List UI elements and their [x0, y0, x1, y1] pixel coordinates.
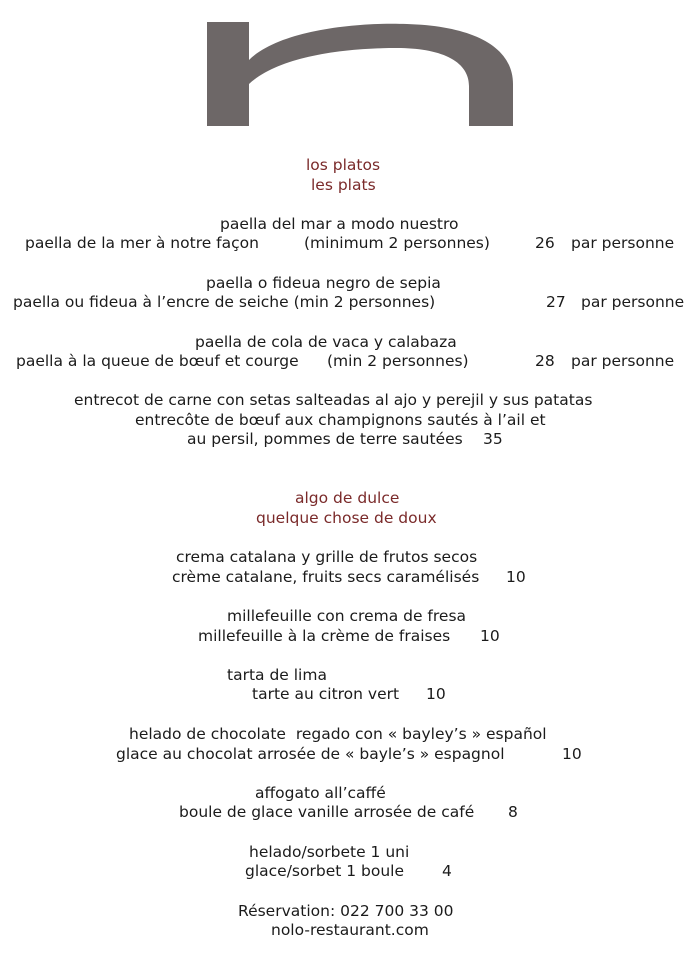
- reservation-phone: Réservation: 022 700 33 00: [238, 902, 454, 920]
- dish-name-fr: tarte au citron vert: [252, 685, 400, 703]
- menu-item-es: [0, 547, 695, 567]
- dish-name-fr: entrecôte de bœuf aux champignons sautés à l’ail et: [135, 411, 546, 429]
- dish-name-fr: paella de la mer à notre façon: [25, 234, 259, 252]
- dish-name-es: entrecot de carne con setas salteadas al ajo y perejil y sus patatas: [74, 391, 593, 409]
- heading-spanish: los platos: [306, 156, 381, 174]
- dish-price: 35: [483, 430, 503, 448]
- dish-name-fr: glace au chocolat arrosée de « bayle’s » espagnol: [116, 745, 505, 763]
- heading-french: les plats: [311, 176, 376, 194]
- menu-item-es: [0, 724, 695, 744]
- section-heading-platos: [0, 155, 695, 175]
- website-link[interactable]: nolo-restaurant.com: [271, 921, 429, 939]
- dish-note: (min 2 personnes): [327, 352, 469, 370]
- menu-item-es: [0, 332, 695, 352]
- dish-name-es: affogato all’caffé: [255, 784, 386, 802]
- menu-item-fr: [0, 626, 695, 646]
- dish-price: 10: [506, 568, 526, 586]
- menu-item-es: [0, 606, 695, 626]
- dish-name-fr: paella à la queue de bœuf et courge: [16, 352, 299, 370]
- menu-item-es: [0, 783, 695, 803]
- dish-name-fr: paella ou fideua à l’encre de seiche (min 2 personnes): [13, 293, 436, 311]
- dish-name-es: tarta de lima: [227, 666, 327, 684]
- menu-item-es: [0, 214, 695, 234]
- menu-item-es: [0, 842, 695, 862]
- logo-shape: [207, 22, 513, 126]
- n-logo-icon: [207, 22, 513, 126]
- menu-item-es: [0, 390, 695, 410]
- dish-name-es: paella de cola de vaca y calabaza: [195, 333, 457, 351]
- reservation-line: [0, 901, 695, 921]
- dish-name-es: millefeuille con crema de fresa: [227, 607, 467, 625]
- dish-name-fr: millefeuille à la crème de fraises: [198, 627, 451, 645]
- menu-item-fr: [0, 684, 695, 704]
- menu-item-fr-continued: [0, 429, 695, 449]
- price-unit: par personne: [571, 234, 675, 252]
- dish-price: 10: [426, 685, 446, 703]
- dish-price: 26: [535, 234, 555, 252]
- section-heading-dulce: [0, 488, 695, 508]
- menu-item-es: [0, 273, 695, 293]
- dish-name-fr: glace/sorbet 1 boule: [245, 862, 405, 880]
- heading-spanish: algo de dulce: [295, 489, 400, 507]
- website-line: [0, 920, 695, 940]
- dish-name-es: helado de chocolate regado con « bayley’s » español: [129, 725, 547, 743]
- heading-french: quelque chose de doux: [256, 509, 437, 527]
- dish-name-fr: boule de glace vanille arrosée de café: [179, 803, 475, 821]
- dish-name-fr: crème catalane, fruits secs caramélisés: [172, 568, 480, 586]
- dish-name-es: crema catalana y grille de frutos secos: [176, 548, 478, 566]
- menu-item-fr: [0, 567, 695, 587]
- dish-price: 27: [546, 293, 566, 311]
- menu-item-fr: [0, 802, 695, 822]
- price-unit: par personne: [581, 293, 685, 311]
- menu-item-fr: [0, 861, 695, 881]
- dish-price: 10: [562, 745, 582, 763]
- dish-name-es: paella o fideua negro de sepia: [206, 274, 441, 292]
- price-unit: par personne: [571, 352, 675, 370]
- dish-price: 4: [442, 862, 452, 880]
- menu-item-es: [0, 665, 695, 685]
- section-subheading-dulce: [0, 508, 695, 528]
- dish-price: 8: [508, 803, 518, 821]
- dish-name-es: helado/sorbete 1 uni: [249, 843, 410, 861]
- menu-item-fr: [0, 233, 695, 253]
- menu-item-fr: [0, 410, 695, 430]
- dish-name-fr: au persil, pommes de terre sautées: [187, 430, 463, 448]
- dish-name-es: paella del mar a modo nuestro: [220, 215, 459, 233]
- section-subheading-platos: [0, 175, 695, 195]
- menu-item-fr: [0, 351, 695, 371]
- menu-item-fr: [0, 744, 695, 764]
- menu-item-fr: [0, 292, 695, 312]
- dish-price: 28: [535, 352, 555, 370]
- dish-note: (minimum 2 personnes): [304, 234, 490, 252]
- dish-price: 10: [480, 627, 500, 645]
